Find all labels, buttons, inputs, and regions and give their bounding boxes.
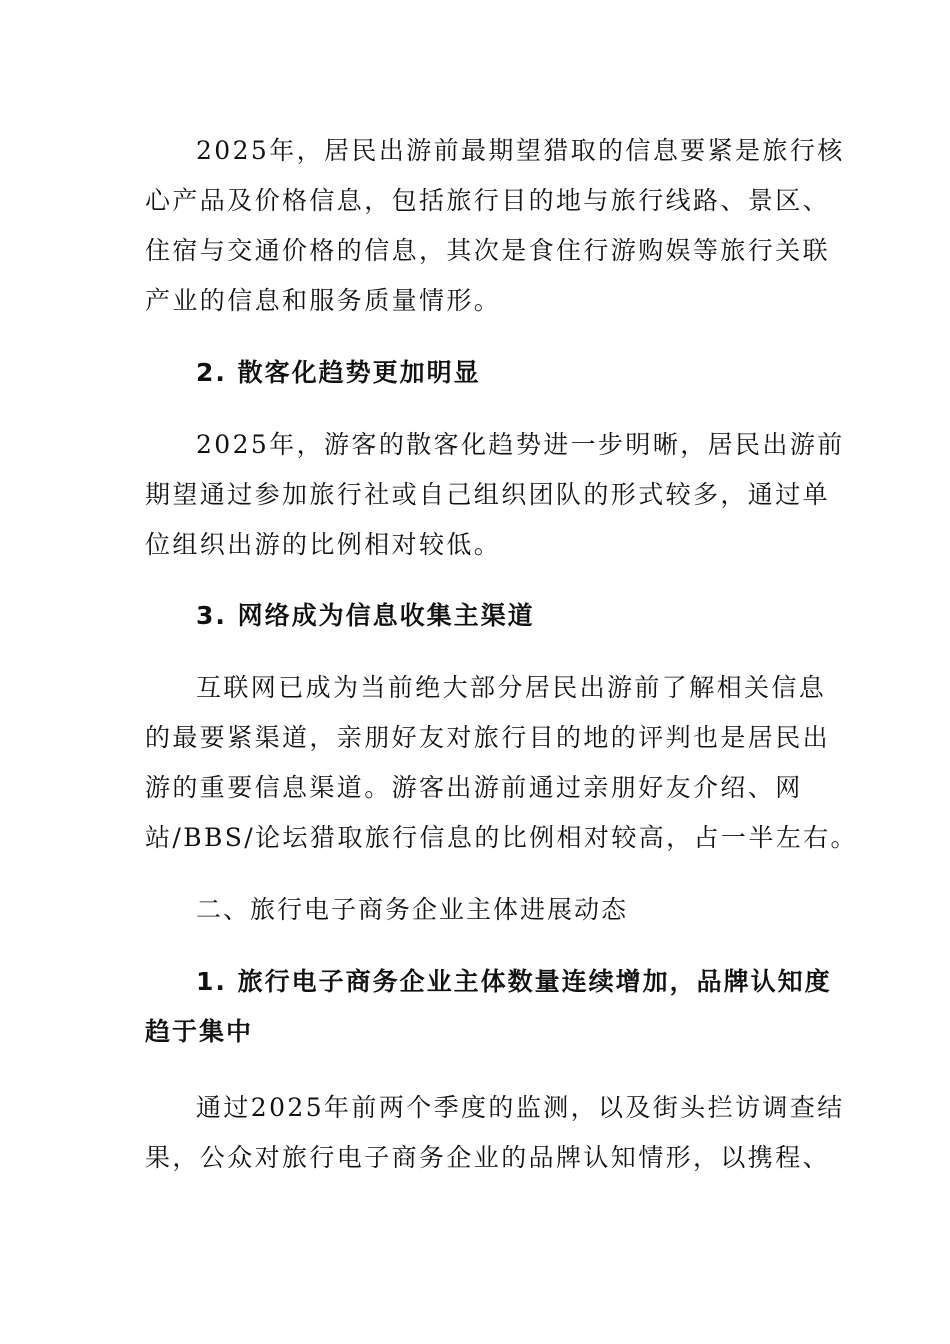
- paragraph-2-line-2: 期望通过参加旅行社或自己组织团队的形式较多，通过单: [145, 480, 831, 509]
- heading-3: 3. 网络成为信息收集主渠道: [196, 601, 535, 630]
- paragraph-4-line-1: 通过2025年前两个季度的监测，以及街头拦访调查结: [196, 1093, 845, 1122]
- paragraph-3-line-3: 游的重要信息渠道。游客出游前通过亲朋好友介绍、网: [145, 773, 803, 802]
- paragraph-1-line-2: 心产品及价格信息，包括旅行目的地与旅行线路、景区、: [145, 186, 831, 215]
- heading-2-1-line-2: 趋于集中: [145, 1017, 254, 1046]
- paragraph-3-line-1: 互联网已成为当前绝大部分居民出游前了解相关信息: [196, 673, 827, 702]
- paragraph-1-line-4: 产业的信息和服务质量情形。: [145, 286, 502, 315]
- paragraph-3-line-2: 的最要紧渠道，亲朋好友对旅行目的地的评判也是居民出: [145, 723, 831, 752]
- paragraph-1-line-1: 2025年，居民出游前最期望猎取的信息要紧是旅行核: [196, 136, 845, 165]
- paragraph-1-line-3: 住宿与交通价格的信息，其次是食住行游购娱等旅行关联: [145, 236, 831, 265]
- paragraph-3-line-4: 站/BBS/论坛猎取旅行信息的比例相对较高，占一半左右。: [145, 823, 858, 852]
- heading-2: 2. 散客化趋势更加明显: [196, 358, 481, 387]
- paragraph-2-line-1: 2025年，游客的散客化趋势进一步明晰，居民出游前: [196, 430, 845, 459]
- paragraph-4-line-2: 果，公众对旅行电子商务企业的品牌认知情形，以携程、: [145, 1143, 831, 1172]
- section-2-title: 二、旅行电子商务企业主体进展动态: [196, 895, 629, 924]
- paragraph-2-line-3: 位组织出游的比例相对较低。: [145, 530, 502, 559]
- heading-2-1-line-1: 1. 旅行电子商务企业主体数量连续增加，品牌认知度: [196, 967, 832, 996]
